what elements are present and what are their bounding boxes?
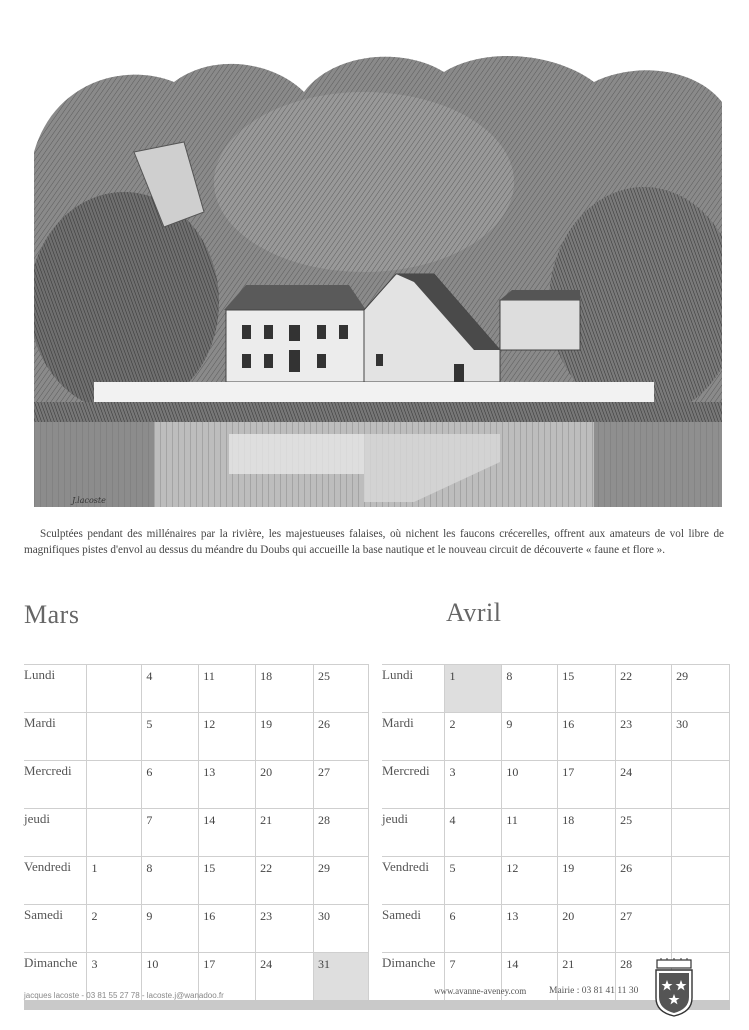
calendar-row — [24, 905, 369, 953]
caption-text — [24, 527, 724, 558]
date-cell: 2 — [445, 713, 502, 761]
date-cell: 11 — [199, 665, 256, 713]
date-cell: 24 — [256, 953, 314, 1001]
date-cell: 20 — [256, 761, 314, 809]
date-cell: 15 — [558, 665, 616, 713]
date-cell: 12 — [502, 857, 558, 905]
date-cell — [87, 761, 142, 809]
date-cell: 19 — [558, 857, 616, 905]
contact-info: jacques lacoste - 03 81 55 27 78 - lacoste.j@wanadoo.fr — [24, 991, 224, 1000]
landscape-illustration — [34, 42, 722, 510]
date-cell: 13 — [502, 905, 558, 953]
date-cell: 26 — [616, 857, 672, 905]
date-cell: 11 — [502, 809, 558, 857]
date-cell: 28 — [616, 953, 672, 1001]
website-link[interactable]: www.avanne-aveney.com — [434, 986, 527, 996]
date-cell: 14 — [502, 953, 558, 1001]
weekday-label: Mercredi — [382, 761, 445, 809]
date-cell: 14 — [199, 809, 256, 857]
date-cell: 16 — [199, 905, 256, 953]
calendar-row — [382, 809, 730, 857]
date-cell: 21 — [558, 953, 616, 1001]
date-cell — [672, 809, 730, 857]
weekday-label: Vendredi — [24, 857, 87, 905]
calendar-row — [24, 713, 369, 761]
date-cell: 19 — [256, 713, 314, 761]
weekday-label: jeudi — [24, 809, 87, 857]
date-cell: 30 — [314, 905, 369, 953]
date-cell: 10 — [142, 953, 199, 1001]
date-cell: 4 — [142, 665, 199, 713]
date-cell: 22 — [616, 665, 672, 713]
date-cell: 29 — [314, 857, 369, 905]
weekday-label: jeudi — [382, 809, 445, 857]
date-cell: 27 — [314, 761, 369, 809]
weekday-label: Dimanche — [24, 953, 87, 1001]
calendar-row — [382, 905, 730, 953]
month-title-march: Mars — [24, 600, 80, 629]
date-cell: 8 — [502, 665, 558, 713]
date-cell: 27 — [616, 905, 672, 953]
date-cell: 13 — [199, 761, 256, 809]
calendar-april — [382, 664, 730, 1001]
calendar-row — [24, 809, 369, 857]
date-cell: 23 — [616, 713, 672, 761]
date-cell — [672, 905, 730, 953]
date-cell: 16 — [558, 713, 616, 761]
calendar-row — [382, 665, 730, 713]
date-cell: 24 — [616, 761, 672, 809]
date-cell — [672, 761, 730, 809]
date-cell: 9 — [142, 905, 199, 953]
weekday-label: Samedi — [24, 905, 87, 953]
date-cell: 21 — [256, 809, 314, 857]
weekday-label: Samedi — [382, 905, 445, 953]
date-cell — [672, 857, 730, 905]
calendar-march — [24, 664, 369, 1001]
month-title-april: Avril — [446, 598, 502, 627]
calendar-row — [382, 761, 730, 809]
date-cell: 10 — [502, 761, 558, 809]
date-cell — [87, 713, 142, 761]
date-cell: 2 — [87, 905, 142, 953]
date-cell: 7 — [142, 809, 199, 857]
date-cell: 31 — [314, 953, 369, 1001]
mairie-phone: Mairie : 03 81 41 11 30 — [549, 986, 639, 996]
date-cell: 8 — [142, 857, 199, 905]
date-cell: 9 — [502, 713, 558, 761]
weekday-label: Lundi — [24, 665, 87, 713]
date-cell: 1 — [87, 857, 142, 905]
date-cell: 6 — [445, 905, 502, 953]
date-cell: 3 — [87, 953, 142, 1001]
date-cell: 17 — [558, 761, 616, 809]
calendar-row — [24, 857, 369, 905]
weekday-label: Lundi — [382, 665, 445, 713]
weekday-label: Mardi — [24, 713, 87, 761]
weekday-label: Mardi — [382, 713, 445, 761]
artist-signature: J.lacoste — [72, 496, 106, 505]
date-cell: 5 — [445, 857, 502, 905]
weekday-label: Vendredi — [382, 857, 445, 905]
date-cell: 6 — [142, 761, 199, 809]
date-cell: 25 — [314, 665, 369, 713]
date-cell: 26 — [314, 713, 369, 761]
date-cell: 25 — [616, 809, 672, 857]
calendar-row — [382, 713, 730, 761]
date-cell: 1 — [445, 665, 502, 713]
date-cell: 7 — [445, 953, 502, 1001]
date-cell: 30 — [672, 713, 730, 761]
date-cell: 5 — [142, 713, 199, 761]
date-cell: 3 — [445, 761, 502, 809]
calendar-row — [24, 761, 369, 809]
footer-bar — [24, 1000, 730, 1010]
date-cell: 17 — [199, 953, 256, 1001]
date-cell: 20 — [558, 905, 616, 953]
calendar-row — [382, 857, 730, 905]
date-cell: 15 — [199, 857, 256, 905]
date-cell — [87, 665, 142, 713]
date-cell: 18 — [256, 665, 314, 713]
date-cell: 23 — [256, 905, 314, 953]
coat-of-arms-icon — [653, 958, 695, 1018]
date-cell: 28 — [314, 809, 369, 857]
caption-body: Sculptées pendant des millénaires par la rivière, les majestueuses falaises, où nichent les faucons crécerelles, offrent aux amateurs de vol libre de magnifiques pistes d'envol au dessus du méandre du Doubs qui accueille la base nautique et le nouveau circuit de découverte « faune et flore ». — [24, 528, 724, 556]
date-cell: 4 — [445, 809, 502, 857]
weekday-label: Dimanche — [382, 953, 445, 1001]
weekday-label: Mercredi — [24, 761, 87, 809]
date-cell: 12 — [199, 713, 256, 761]
calendar-row — [24, 665, 369, 713]
date-cell — [87, 809, 142, 857]
date-cell: 22 — [256, 857, 314, 905]
date-cell: 18 — [558, 809, 616, 857]
date-cell: 29 — [672, 665, 730, 713]
